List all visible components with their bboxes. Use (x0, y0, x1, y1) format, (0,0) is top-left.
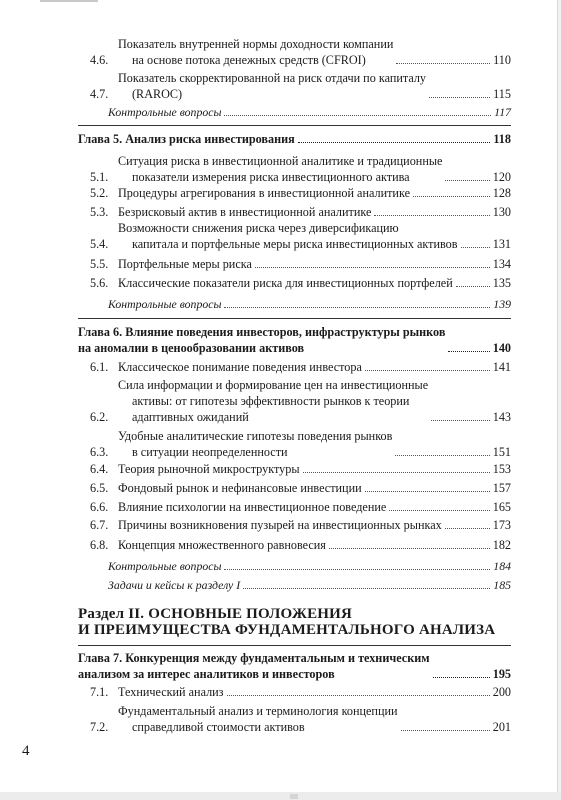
leader-dots (429, 97, 490, 98)
toc-entry-6-7 (90, 517, 511, 533)
page-ref: 130 (492, 205, 511, 219)
toc-entry-6-3 (90, 428, 511, 460)
toc-entry-6-4 (90, 461, 511, 477)
leader-dots (456, 286, 490, 287)
leader-dots (445, 180, 489, 181)
leader-dots (374, 215, 489, 216)
part-heading (78, 606, 518, 638)
section-title: Процедуры агрегирования в инвестиционной аналитике (118, 186, 410, 200)
section-number: 6.7. (90, 518, 109, 532)
page-ref: 153 (492, 462, 511, 476)
part-title-line-2: И ПРЕИМУЩЕСТВА ФУНДАМЕНТАЛЬНОГО АНАЛИЗА (78, 622, 496, 638)
toc-entry-control-questions-6 (108, 558, 511, 574)
page-ref: 173 (492, 518, 511, 532)
page-ref: 131 (492, 237, 511, 251)
section-number: 6.5. (90, 481, 109, 495)
section-title: Удобные аналитические гипотезы поведения рынков в ситуации неопределенности (118, 429, 393, 459)
section-number: 5.2. (90, 186, 109, 200)
section-title: Причины возникновения пузырей на инвестиционных рынках (118, 518, 442, 532)
section-title: Фундаментальный анализ и терминология концепции справедливой стоимости активов (118, 704, 398, 734)
section-number: 4.7. (90, 87, 109, 101)
section-title: Контрольные вопросы (108, 559, 222, 573)
section-title: Фондовый рынок и нефинансовые инвестиции (118, 481, 362, 495)
section-title: Показатель скорректированной на риск отдачи по капиталу (RAROC) (118, 71, 427, 101)
section-title: Задачи и кейсы к разделу I (108, 578, 241, 592)
divider-line (78, 318, 511, 319)
page-ref: 185 (493, 578, 511, 592)
toc-entry-4-6 (90, 36, 511, 68)
leader-dots (365, 370, 490, 371)
leader-dots (224, 307, 490, 308)
page-ref: 120 (492, 170, 511, 184)
page-ref: 200 (492, 685, 511, 699)
page-ref: 141 (492, 360, 511, 374)
section-number: 5.3. (90, 205, 109, 219)
section-number: 5.5. (90, 257, 109, 271)
toc-entry-5-5 (90, 256, 511, 272)
leader-dots (329, 548, 490, 549)
toc-chapter-7 (78, 650, 511, 682)
leader-dots (413, 196, 490, 197)
toc-entry-6-2 (90, 377, 511, 425)
divider-line (78, 125, 511, 126)
leader-dots (395, 455, 489, 456)
section-title: Портфельные меры риска (118, 257, 252, 271)
page-ref: 118 (493, 132, 511, 146)
leader-dots (298, 142, 491, 143)
toc-entry-6-1 (90, 359, 511, 375)
leader-dots (448, 351, 489, 352)
section-title: Возможности снижения риска через диверсификацию капитала и портфельные меры риска инвестиционных активов (118, 221, 458, 251)
section-number: 7.2. (90, 720, 109, 734)
section-title: Классические показатели риска для инвестиционных портфелей (118, 276, 453, 290)
page-ref: 201 (492, 720, 511, 734)
page-ref: 115 (493, 87, 511, 101)
section-title: Показатель внутренней нормы доходности компании на основе потока денежных средств (CFROI) (118, 37, 394, 67)
page-ref: 110 (493, 53, 511, 67)
toc-entry-7-1 (90, 684, 511, 700)
toc-entry-6-8 (90, 537, 511, 553)
toc-entry-tasks-part-1 (108, 577, 511, 593)
page-ref: 157 (492, 481, 511, 495)
section-title: Влияние психологии на инвестиционное поведение (118, 500, 387, 514)
leader-dots (255, 267, 490, 268)
chapter-title: Глава 7. Конкуренция между фундаментальным и техническим анализом за интерес аналитиков и инвесторов (78, 651, 430, 681)
leader-dots (303, 472, 490, 473)
chapter-title: Глава 6. Влияние поведения инвесторов, инфраструктуры рынков на аномалии в ценообразовании активов (78, 325, 446, 355)
section-title: Классическое понимание поведения инвестора (118, 360, 362, 374)
top-edge-mark (40, 0, 98, 2)
toc-entry-control-questions-5 (108, 296, 511, 312)
section-number: 5.6. (90, 276, 109, 290)
section-number: 6.3. (90, 445, 109, 459)
leader-dots (433, 677, 490, 678)
leader-dots (243, 588, 490, 589)
leader-dots (461, 247, 490, 248)
toc-entry-4-7 (90, 70, 511, 102)
leader-dots (224, 569, 490, 570)
leader-dots (401, 730, 490, 731)
section-number: 6.4. (90, 462, 109, 476)
section-title: Ситуация риска в инвестиционной аналитике и традиционные показатели измерения риска инвестиционного актива (118, 154, 443, 184)
leader-dots (224, 115, 491, 116)
page-ref: 195 (492, 667, 511, 681)
page-ref: 151 (492, 445, 511, 459)
section-title: Технический анализ (118, 685, 224, 699)
section-title: Контрольные вопросы (108, 297, 222, 311)
page-ref: 143 (492, 410, 511, 424)
page-ref: 117 (494, 105, 511, 119)
section-title: Концепция множественного равновесия (118, 538, 326, 552)
toc-entry-5-6 (90, 275, 511, 291)
section-number: 6.8. (90, 538, 109, 552)
toc-entry-5-3 (90, 204, 511, 220)
section-title: Контрольные вопросы (108, 105, 222, 119)
viewer-bottom-strip (0, 792, 561, 800)
section-title: Теория рыночной микроструктуры (118, 462, 300, 476)
part-title-line-1: Раздел II. ОСНОВНЫЕ ПОЛОЖЕНИЯ (78, 606, 353, 622)
toc-entry-6-5 (90, 480, 511, 496)
leader-dots (445, 528, 490, 529)
divider-line (78, 645, 511, 646)
viewer-scroll-indicator (290, 794, 298, 799)
toc-entry-5-4 (90, 220, 511, 252)
toc-chapter-5 (78, 131, 511, 147)
section-number: 6.1. (90, 360, 109, 374)
leader-dots (365, 491, 490, 492)
page-ref: 128 (492, 186, 511, 200)
leader-dots (431, 420, 490, 421)
page-ref: 184 (493, 559, 511, 573)
section-number: 4.6. (90, 53, 109, 67)
chapter-title: Глава 5. Анализ риска инвестирования (78, 132, 295, 146)
section-number: 5.4. (90, 237, 109, 251)
section-number: 7.1. (90, 685, 109, 699)
page-ref: 135 (492, 276, 511, 290)
leader-dots (396, 63, 490, 64)
page-ref: 165 (492, 500, 511, 514)
page-ref: 139 (493, 297, 511, 311)
toc-entry-control-questions-4 (108, 104, 511, 120)
page-ref: 134 (492, 257, 511, 271)
toc-entry-5-2 (90, 185, 511, 201)
section-number: 6.6. (90, 500, 109, 514)
leader-dots (389, 510, 489, 511)
toc-entry-6-6 (90, 499, 511, 515)
section-number: 6.2. (90, 410, 109, 424)
section-title: Безрисковый актив в инвестиционной аналитике (118, 205, 372, 219)
page-ref: 140 (492, 341, 511, 355)
toc-entry-7-2 (90, 703, 511, 735)
toc-entry-5-1 (90, 153, 511, 185)
toc-chapter-6 (78, 324, 511, 356)
section-title: Сила информации и формирование цен на инвестиционные активы: от гипотезы эффективности рынков к теории адаптивных ожиданий (118, 378, 429, 424)
page-ref: 182 (492, 538, 511, 552)
page-number: 4 (22, 743, 30, 759)
leader-dots (227, 695, 490, 696)
section-number: 5.1. (90, 170, 109, 184)
